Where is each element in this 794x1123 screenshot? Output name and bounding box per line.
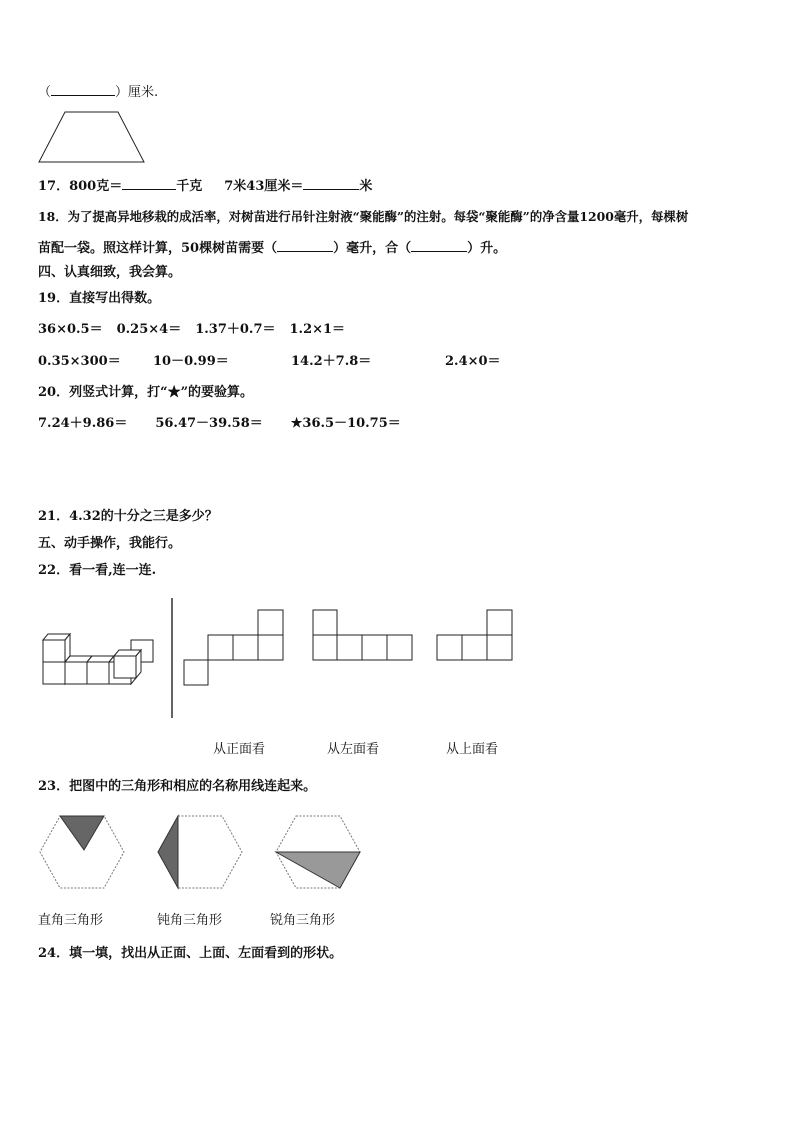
- q22-label-left: 从左面看: [327, 742, 380, 757]
- q23-label-acute-triangle: 锐角三角形: [270, 913, 336, 928]
- q16-line: （ ）厘米.: [38, 82, 158, 102]
- q17-line: 17．800克＝ 千克 7米43厘米＝ 米: [38, 176, 372, 196]
- q22-label-top: 从上面看: [446, 742, 499, 757]
- q23-hexagon-1: [38, 814, 126, 890]
- q22-label-front: 从正面看: [213, 742, 266, 757]
- q18-blank-l[interactable]: [411, 238, 467, 252]
- q19-row1: 36×0.5＝ 0.25×4＝ 1.37＋0.7＝ 1.2×1＝: [38, 322, 346, 337]
- section-4-heading: 四、认真细致，我会算。: [38, 265, 182, 280]
- q21-text: 21．4.32的十分之三是多少？: [38, 509, 218, 524]
- q22-cube-solid: [38, 630, 158, 688]
- q19-row2-item-2: 10－0.99＝: [153, 354, 229, 369]
- q22-view-c: [436, 609, 514, 663]
- q17-blank-kg[interactable]: [122, 176, 176, 190]
- trapezoid-figure: [38, 110, 146, 164]
- q19-title: 19．直接写出得数。: [38, 291, 161, 306]
- q20-title: 20．列竖式计算，打“★”的要验算。: [38, 385, 254, 400]
- q18-blank-ml[interactable]: [277, 238, 333, 252]
- q18-line1: 18．为了提高异地移栽的成活率，对树苗进行吊针注射液“聚能酶”的注射。每袋“聚能酶”的净含量1200毫升，每棵树: [38, 209, 689, 224]
- q20-items: 7.24＋9.86＝ 56.47－39.58＝ ★36.5－10.75＝: [38, 416, 401, 431]
- q24-title: 24．填一填，找出从正面、上面、左面看到的形状。: [38, 946, 343, 961]
- q23-hexagon-3: [274, 814, 362, 890]
- q22-view-b: [312, 609, 414, 663]
- q22-divider: [170, 598, 174, 720]
- q23-label-right-triangle: 直角三角形: [38, 913, 104, 928]
- section-5-heading: 五、动手操作，我能行。: [38, 536, 182, 551]
- q17-blank-m[interactable]: [303, 176, 359, 190]
- q19-row2-item-1: 0.35×300＝: [38, 354, 121, 369]
- q23-title: 23．把图中的三角形和相应的名称用线连起来。: [38, 779, 317, 794]
- q23-hexagon-2: [156, 814, 244, 890]
- q19-row2-item-3: 14.2＋7.8＝: [291, 354, 372, 369]
- q23-label-obtuse-triangle: 钝角三角形: [157, 913, 223, 928]
- q22-view-a: [183, 609, 285, 687]
- q18-line2: 苗配一袋。照这样计算，50棵树苗需要（ ）毫升，合（ ）升。: [38, 238, 506, 258]
- q22-title: 22．看一看,连一连.: [38, 563, 157, 578]
- q16-answer-blank[interactable]: [51, 82, 115, 96]
- q19-row2-item-4: 2.4×0＝: [445, 354, 501, 369]
